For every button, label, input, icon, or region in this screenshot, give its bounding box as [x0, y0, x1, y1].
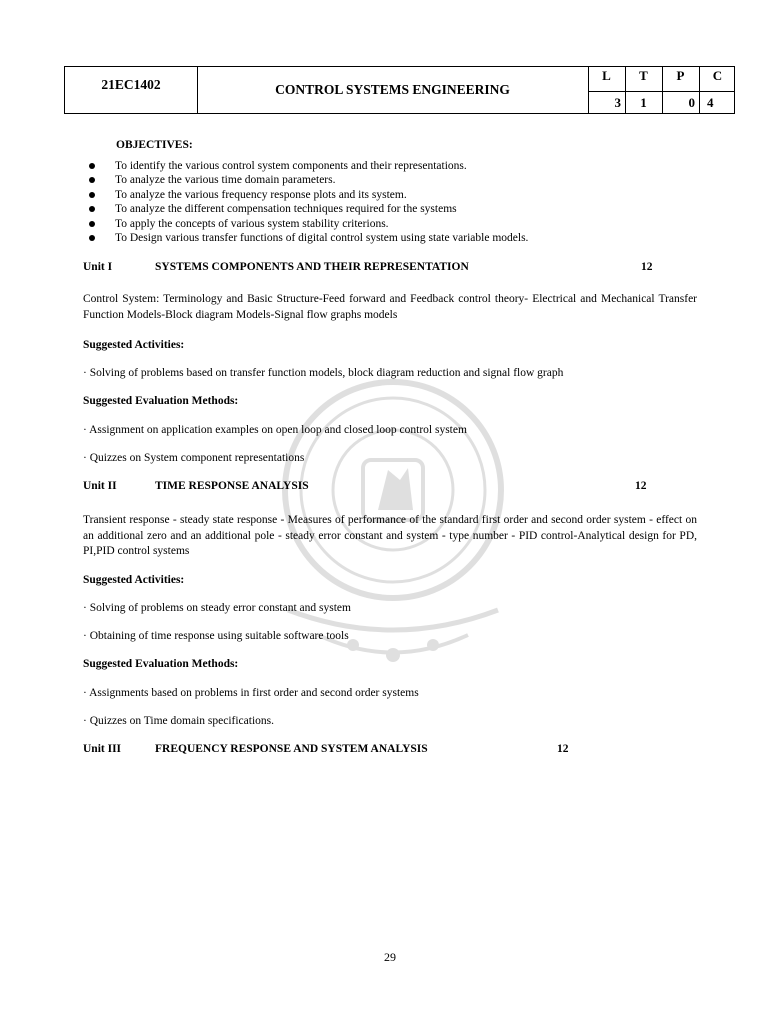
unit-2-title: TIME RESPONSE ANALYSIS — [155, 480, 309, 492]
unit-2-hours: 12 — [635, 480, 647, 492]
unit-2-evaluation: · Assignments based on problems in first order and second order systems — [83, 687, 419, 699]
bullet-icon — [89, 163, 95, 169]
bullet-icon — [89, 235, 95, 241]
unit-2-activity: · Solving of problems on steady error constant and system — [83, 602, 351, 614]
unit-3-label: Unit III — [83, 743, 122, 755]
ltpc-label-c: C — [712, 68, 723, 83]
ltpc-value-p: 0 — [688, 95, 695, 110]
list-item: To apply the concepts of various system stability criterions. — [88, 217, 528, 231]
unit-1-hours: 12 — [641, 261, 653, 273]
list-item: To identify the various control system components and their representations. — [88, 159, 528, 173]
unit-3-hours: 12 — [557, 743, 569, 755]
ltpc-label-l: L — [602, 68, 611, 83]
bullet-icon — [89, 192, 95, 198]
unit-1-content: Control System: Terminology and Basic Structure-Feed forward and Feedback control theory- Electrical and Mechanical Transfer Function Models-Block diagram Models-Signal flow graphs models — [83, 293, 697, 321]
course-code: 21EC1402 — [101, 77, 161, 92]
unit-2-evaluation: · Quizzes on Time domain specifications. — [83, 715, 274, 727]
bullet-icon — [89, 177, 95, 183]
list-item: To Design various transfer functions of digital control system using state variable models. — [88, 231, 528, 245]
bullet-icon — [89, 221, 95, 227]
unit-2-label: Unit II — [83, 480, 117, 492]
unit-2-content: Transient response - steady state response - Measures of performance of the standard first order and second order system - effect on an additional zero and an additional pole - steady error constant and system - type number - PID control-Analytical design for PD, PI,PID control systems — [83, 514, 697, 557]
objectives-list — [88, 159, 528, 245]
unit-1-evaluation: · Assignment on application examples on open loop and closed loop control system — [83, 424, 467, 436]
list-item: To analyze the various frequency response plots and its system. — [88, 188, 528, 202]
table-divider — [588, 91, 734, 92]
unit-1-label: Unit I — [83, 261, 113, 273]
unit-1-activities-heading: Suggested Activities: — [83, 339, 185, 351]
ltpc-value-t: 1 — [640, 95, 647, 110]
unit-2-evaluation-heading: Suggested Evaluation Methods: — [83, 658, 239, 670]
unit-3-title: FREQUENCY RESPONSE AND SYSTEM ANALYSIS — [155, 743, 428, 755]
course-title: CONTROL SYSTEMS ENGINEERING — [275, 82, 510, 97]
course-header-table — [64, 66, 735, 114]
unit-2-activities-heading: Suggested Activities: — [83, 574, 185, 586]
ltpc-label-t: T — [639, 68, 648, 83]
unit-1-evaluation: · Quizzes on System component representations — [83, 452, 305, 464]
unit-1-activity: · Solving of problems based on transfer function models, block diagram reduction and signal flow graph — [83, 367, 564, 379]
unit-2-activity: · Obtaining of time response using suitable software tools — [83, 630, 349, 642]
objectives-heading: OBJECTIVES: — [116, 139, 193, 151]
ltpc-label-p: P — [676, 68, 685, 83]
unit-1-title: SYSTEMS COMPONENTS AND THEIR REPRESENTATION — [155, 261, 469, 273]
ltpc-value-l: 3 — [614, 95, 621, 110]
ltpc-value-c: 4 — [707, 95, 714, 110]
page-number: 29 — [384, 950, 396, 964]
list-item: To analyze the various time domain parameters. — [88, 173, 528, 187]
bullet-icon — [89, 206, 95, 212]
list-item: To analyze the different compensation techniques required for the systems — [88, 202, 528, 216]
unit-1-evaluation-heading: Suggested Evaluation Methods: — [83, 395, 239, 407]
